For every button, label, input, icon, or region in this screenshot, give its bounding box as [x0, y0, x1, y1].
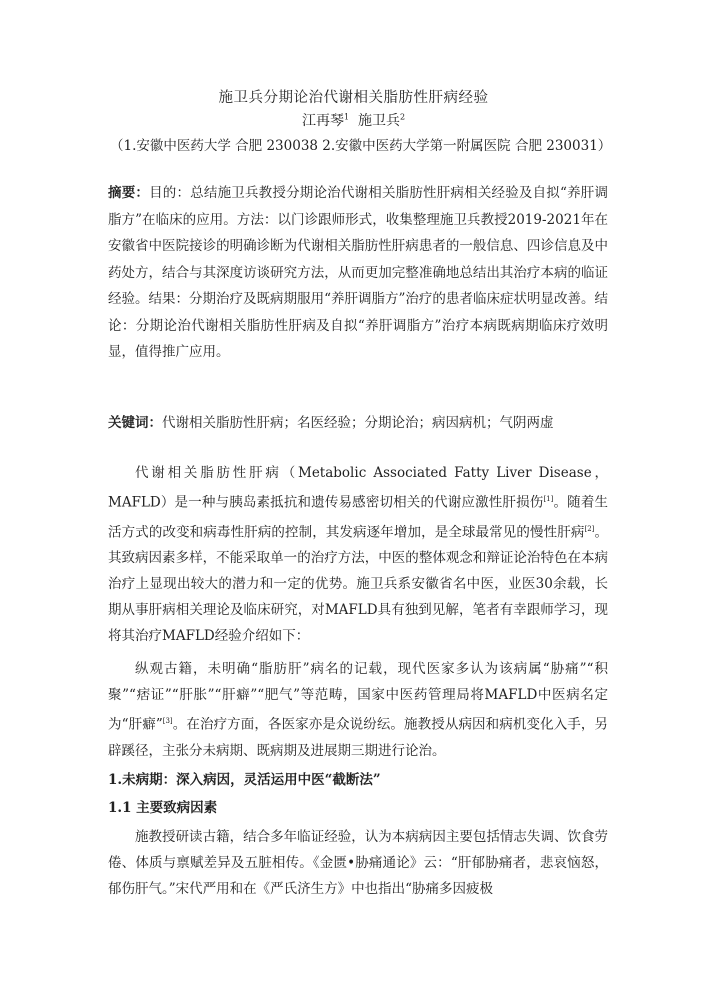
subsection-heading-1-1: 1.1 主要致病因素: [108, 800, 218, 816]
author-line: [0, 110, 707, 130]
paragraph-history: [108, 656, 608, 764]
paragraph-text: 纵观古籍，未明确“脂肪肝”病名的记载，现代医家多认为该病属“胁痛”“积聚”“痞证”“肝胀”“肝癖”“肥气”等范畴，国家中医药管理局将MAFLD中医病名定为“肝癖”: [108, 661, 608, 733]
paper-title: 施卫兵分期论治代谢相关脂肪性肝病经验: [218, 90, 489, 106]
paragraph-text: 。在治疗方面，各医家亦是众说纷纭。施教授从病因和病机变化入手，另辟蹊径，主张分未病期、既病期及进展期三期进行论治。: [108, 716, 609, 759]
citation-2: [2]: [584, 524, 595, 533]
paragraph-intro: [108, 460, 608, 649]
abstract-label: 摘要：: [108, 185, 150, 201]
paragraph-text: 代谢相关脂肪性肝病（Metabolic Associated Fatty Liver Disease，MAFLD）是一种与胰岛素抵抗和遗传易感密切相关的代谢应激性肝损伤: [108, 465, 608, 511]
paragraph-text: 。其致病因素多样，不能采取单一的治疗方法，中医的整体观念和辩证论治特色在本病治疗上显现出较大的潜力和一定的优势。施卫兵系安徽省名中医，业医30余载，长期从事肝病相关理论及临床研究，对MAFLD具有独到见解，笔者有幸跟师学习，现将其治疗MAFLD经验介绍如下：: [108, 524, 609, 644]
paragraph-causes: 施教授研读古籍，结合多年临证经验，认为本病病因主要包括情志失调、饮食劳倦、体质与禀赋差异及五脏相传。《金匮•胁痛通论》云：“肝郁胁痛者，悲哀恼怒，郁伤肝气。”宋代严用和在《严氏济生方》中也指出“胁痛多因疲极: [108, 829, 608, 897]
paragraph-text: 。随着生活方式的改变和病毒性肝病的控制，其发病逐年增加，是全球最常见的慢性肝病: [108, 494, 609, 540]
citation-3: [3]: [162, 717, 173, 725]
author-1-affil-mark: 1: [343, 112, 350, 122]
author-2-affil-mark: 2: [399, 112, 406, 122]
keywords: [108, 410, 608, 436]
keywords-label: 关键词：: [108, 415, 162, 431]
section-heading-1: 1.未病期：深入病因，灵活运用中医“截断法”: [108, 772, 381, 788]
author-1: 江再琴: [301, 113, 344, 129]
author-2: 施卫兵: [357, 113, 400, 129]
abstract: [108, 180, 608, 366]
keywords-text: 代谢相关脂肪性肝病；名医经验；分期论治；病因病机；气阴两虚: [162, 415, 554, 431]
affiliation: （1.安徽中医药大学 合肥 230038 2.安徽中医药大学第一附属医院 合肥 230031）: [110, 138, 612, 154]
abstract-text: 目的：总结施卫兵教授分期论治代谢相关脂肪性肝病相关经验及自拟“养肝调脂方”在临床的应用。方法：以门诊跟师形式，收集整理施卫兵教授2019-2021年在安徽省中医院接诊的明确诊断为代谢相关脂肪性肝病患者的一般信息、四诊信息及中药处方，结合与其深度访谈研究方法，从而更加完整准确地总结出其治疗本病的临证经验。结果：分期治疗及既病期服用“养肝调脂方”治疗的患者临床症状明显改善。结论：分期论治代谢相关脂肪性肝病及自拟“养肝调脂方”治疗本病既病期临床疗效明显，值得推广应用。: [108, 185, 608, 360]
citation-1: [1]: [543, 495, 554, 503]
